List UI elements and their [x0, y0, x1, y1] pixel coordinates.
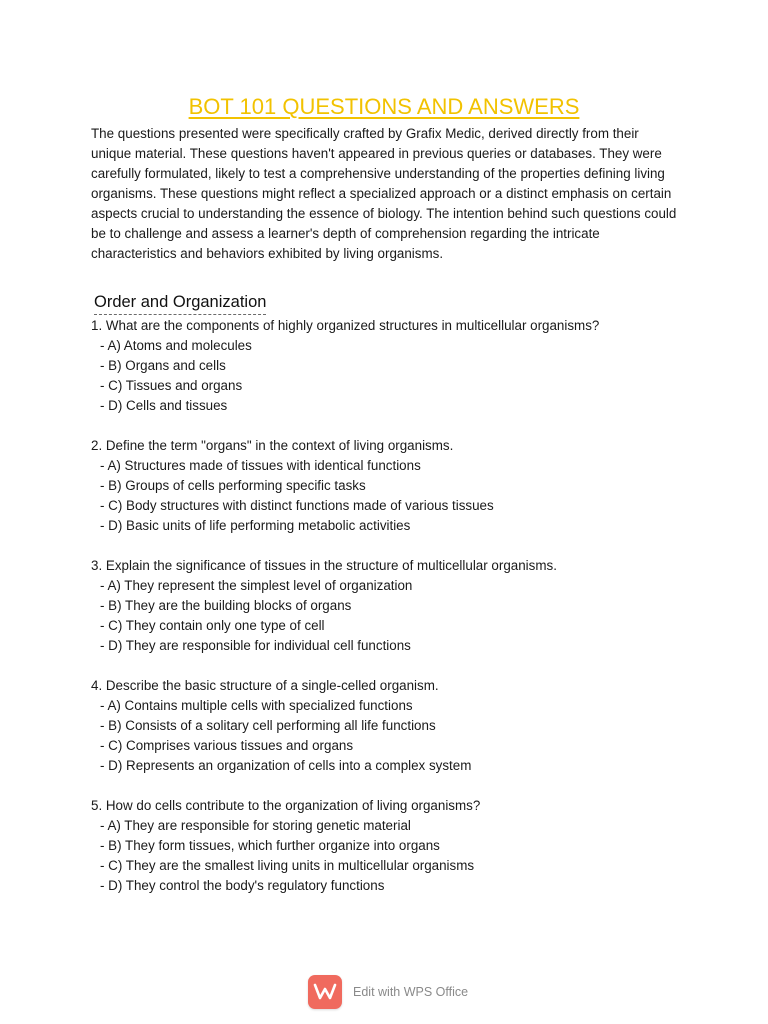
question-text: 4. Describe the basic structure of a single-celled organism.: [91, 678, 439, 693]
option-a: - A) They are responsible for storing genetic material: [100, 818, 411, 833]
option-d: - D) They control the body's regulatory functions: [100, 878, 385, 893]
option-c: - C) They are the smallest living units in multicellular organisms: [100, 858, 475, 873]
wps-edit-label: Edit with WPS Office: [353, 985, 469, 999]
question-item: [91, 796, 711, 896]
option-c: - C) Tissues and organs: [100, 378, 243, 393]
option-a: - A) They represent the simplest level of organization: [100, 578, 413, 593]
option-d: - D) Cells and tissues: [100, 398, 228, 413]
question-text: 5. How do cells contribute to the organization of living organisms?: [91, 798, 481, 813]
question-item: [91, 436, 711, 536]
option-b: - B) Groups of cells performing specific tasks: [100, 478, 366, 493]
question-item: [91, 556, 711, 656]
option-list: [91, 696, 711, 776]
option-b: - B) They form tissues, which further organize into organs: [100, 838, 440, 853]
option-list: [91, 576, 711, 656]
question-list: [91, 316, 711, 916]
wps-office-logo-icon: [308, 975, 342, 1009]
option-c: - C) Body structures with distinct functions made of various tissues: [100, 498, 494, 513]
section-heading: Order and Organization: [94, 291, 266, 315]
question-text: 1. What are the components of highly organized structures in multicellular organisms?: [91, 318, 600, 333]
option-a: - A) Atoms and molecules: [100, 338, 252, 353]
option-b: - B) Organs and cells: [100, 358, 226, 373]
option-d: - D) Represents an organization of cells into a complex system: [100, 758, 472, 773]
option-c: - C) They contain only one type of cell: [100, 618, 325, 633]
option-d: - D) Basic units of life performing metabolic activities: [100, 518, 411, 533]
intro-paragraph: The questions presented were specifically crafted by Grafix Medic, derived directly from their unique material. These questions haven't appeared in previous queries or databases. They were carefully formulated, likely to test a comprehensive understanding of the properties defining living organisms. These questions might reflect a specialized approach or a distinct emphasis on certain aspects crucial to understanding the essence of biology. The intention behind such questions could be to challenge and assess a learner's depth of comprehension regarding the intricate characteristics and behaviors exhibited by living organisms.: [91, 126, 677, 261]
option-a: - A) Structures made of tissues with identical functions: [100, 458, 421, 473]
option-list: [91, 816, 711, 896]
question-item: [91, 676, 711, 776]
wps-edit-link[interactable]: [308, 974, 468, 1010]
document-title: BOT 101 QUESTIONS AND ANSWERS: [188, 94, 580, 119]
option-c: - C) Comprises various tissues and organs: [100, 738, 354, 753]
question-item: [91, 316, 711, 416]
option-list: [91, 456, 711, 536]
question-text: 2. Define the term "organs" in the context of living organisms.: [91, 438, 454, 453]
option-a: - A) Contains multiple cells with specialized functions: [100, 698, 413, 713]
option-list: [91, 336, 711, 416]
option-b: - B) They are the building blocks of organs: [100, 598, 352, 613]
option-b: - B) Consists of a solitary cell performing all life functions: [100, 718, 436, 733]
question-text: 3. Explain the significance of tissues in the structure of multicellular organisms.: [91, 558, 557, 573]
option-d: - D) They are responsible for individual cell functions: [100, 638, 411, 653]
